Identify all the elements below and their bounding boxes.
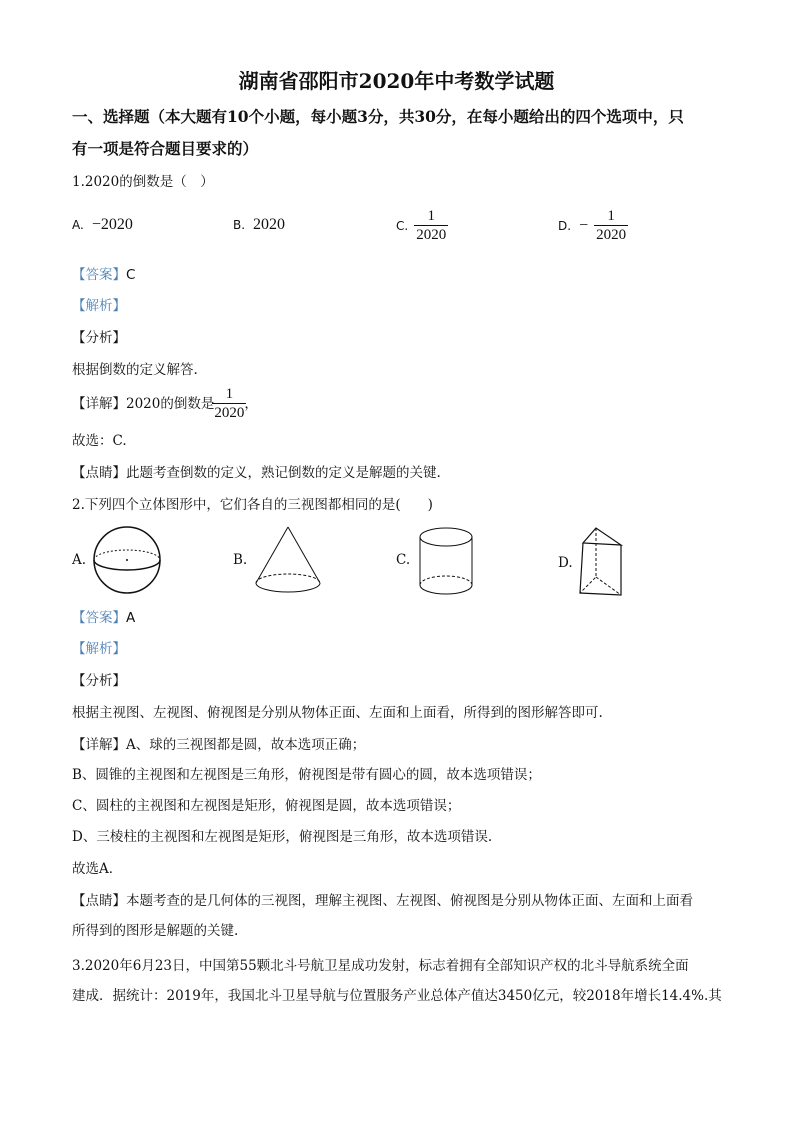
dianjing-tag: 【点睛】 (72, 893, 126, 909)
section-heading-cont: 有一项是符合题目要求的） (72, 139, 259, 158)
q2-stem: 2.下列四个立体图形中，它们各自的三视图都相同的是( ) (72, 497, 433, 513)
cone-figure (253, 525, 323, 595)
option-label: C. (396, 552, 411, 568)
detail-text: 2020的倒数是 (126, 395, 215, 412)
detail-tag: 【详解】 (72, 737, 126, 753)
minus-sign: − (579, 216, 589, 234)
cylinder-figure (416, 525, 476, 595)
option-label: A. (72, 218, 84, 232)
q1-dianjing (72, 464, 441, 482)
q1-fenxi-tag: 【分析】 (72, 330, 126, 346)
q2-detail-c: C、圆柱的主视图和左视图是矩形，俯视图是圆，故本选项错误； (72, 798, 461, 814)
q2-choose: 故选A． (72, 861, 123, 877)
page-title: 湖南省邵阳市2020年中考数学试题 (238, 69, 555, 93)
fraction (596, 207, 626, 244)
q1-detail (72, 385, 258, 422)
numerator: 1 (594, 207, 628, 226)
q1-option-b (233, 216, 285, 234)
section-heading: 一、选择题（本大题有10个小题，每小题3分，共30分，在每小题给出的四个选项中，只 (72, 107, 684, 126)
denominator: 2020 (596, 227, 627, 243)
q2-jiexi-tag: 【解析】 (72, 641, 126, 657)
q2-detail-d: D、三棱柱的主视图和左视图是矩形，俯视图是三角形，故本选项错误. (72, 829, 493, 845)
option-value: 2020 (253, 216, 286, 233)
q1-option-a (72, 216, 133, 234)
dianjing-tag: 【点睛】 (72, 465, 126, 481)
q2-detail-b: B、圆锥的主视图和左视图是三角形，俯视图是带有圆心的圆，故本选项错误； (72, 767, 541, 783)
detail-punct: ， (244, 395, 258, 412)
dianjing-text: 此题考查倒数的定义，熟记倒数的定义是解题的关键. (126, 465, 441, 481)
option-value: −2020 (91, 216, 133, 233)
fraction (416, 207, 446, 244)
dianjing-text: 本题考查的是几何体的三视图，理解主视图、左视图、俯视图是分别从物体正面、左面和上面看 (126, 893, 693, 909)
q1-choose: 故选：C. (72, 433, 127, 449)
denominator: 2020 (416, 227, 447, 243)
q2-option-c (396, 525, 476, 595)
q1-option-d (558, 207, 626, 244)
q2-option-b (233, 525, 323, 595)
option-label: B. (233, 552, 248, 568)
q2-fenxi-tag: 【分析】 (72, 673, 126, 689)
q3-stem-cont: 建成．据统计：2019年，我国北斗卫星导航与位置服务产业总体产值达3450亿元，较2018年增长14.4%.其 (72, 988, 722, 1004)
detail-text: A、球的三视图都是圆，故本选项正确； (126, 737, 366, 753)
sphere-figure (92, 525, 162, 595)
numerator: 1 (212, 385, 246, 404)
answer-tag: 【答案】 (72, 267, 126, 283)
q1-stem: 1.2020的倒数是（ ） (72, 174, 214, 190)
option-label: B. (233, 218, 246, 232)
q1-option-c (396, 207, 446, 244)
q1-answer (72, 266, 135, 284)
denominator: 2020 (214, 405, 245, 421)
q2-option-a (72, 525, 162, 595)
q2-option-d (558, 525, 629, 600)
option-label: A. (72, 552, 87, 568)
numerator: 1 (414, 207, 448, 226)
q2-dianjing (72, 892, 693, 910)
answer-value: C (126, 267, 136, 283)
detail-tag: 【详解】 (72, 395, 126, 412)
fraction (214, 385, 244, 422)
q2-dianjing-cont: 所得到的图形是解题的关键. (72, 923, 239, 939)
triangular-prism-figure (579, 525, 629, 600)
q2-analysis: 根据主视图、左视图、俯视图是分别从物体正面、左面和上面看，所得到的图形解答即可. (72, 705, 603, 721)
q1-analysis: 根据倒数的定义解答. (72, 362, 198, 378)
option-label: C. (396, 218, 409, 233)
q2-answer (72, 609, 135, 627)
option-label: D. (558, 218, 572, 233)
option-label: D. (558, 554, 573, 571)
q2-detail (72, 736, 365, 754)
q1-jiexi-tag: 【解析】 (72, 298, 126, 314)
q3-stem: 3.2020年6月23日，中国第55颗北斗号航卫星成功发射，标志着拥有全部知识产权的北斗导航系统全面 (72, 958, 689, 974)
answer-value: A (126, 610, 136, 626)
answer-tag: 【答案】 (72, 610, 126, 626)
